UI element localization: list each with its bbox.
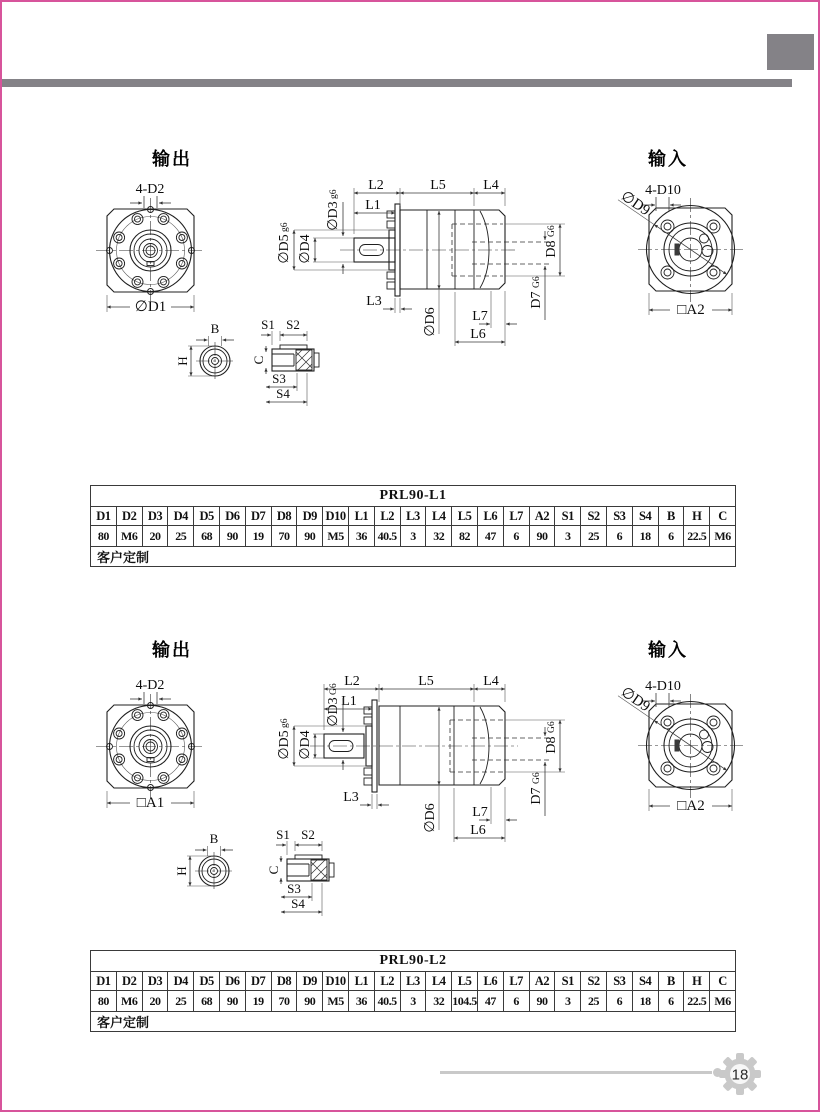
label-D8: D8 — [544, 240, 559, 258]
cell-value: M6 — [116, 526, 142, 547]
cell-value: M6 — [710, 526, 736, 547]
section1-drawing — [62, 172, 772, 432]
cell-value: 18 — [632, 526, 658, 547]
col-header: D7 — [245, 507, 271, 526]
label-L7: L7 — [472, 309, 488, 324]
label-A2: □A2 — [677, 302, 705, 318]
cell-value: 6 — [658, 991, 684, 1012]
label-D9: ∅D9 — [617, 684, 653, 716]
side-view — [277, 674, 565, 842]
col-header: L2 — [374, 507, 400, 526]
cell-value: 47 — [477, 526, 503, 547]
col-header: S2 — [581, 972, 607, 991]
col-header: D2 — [116, 972, 142, 991]
label-S2: S2 — [301, 827, 315, 842]
table-title: PRL90-L2 — [91, 951, 736, 972]
cell-value: 80 — [91, 526, 117, 547]
table-title: PRL90-L1 — [91, 486, 736, 507]
col-header: S3 — [606, 507, 632, 526]
label-D3: ∅D3 — [326, 201, 341, 231]
cell-value: 90 — [219, 991, 245, 1012]
col-header: S4 — [632, 972, 658, 991]
table-value-row — [91, 991, 736, 1012]
custom-row: 客户定制 — [91, 1012, 736, 1032]
cell-value: 90 — [529, 526, 555, 547]
col-header: L1 — [348, 507, 374, 526]
cell-value: M6 — [710, 991, 736, 1012]
col-header: S4 — [632, 507, 658, 526]
label-D5: ∅D5 — [277, 234, 292, 264]
col-header: L2 — [374, 972, 400, 991]
cell-value: 20 — [142, 991, 168, 1012]
label-C: C — [251, 355, 266, 365]
col-header: D10 — [323, 507, 349, 526]
cell-value: 3 — [555, 991, 581, 1012]
col-header: D8 — [271, 972, 297, 991]
shaft-end-detail — [174, 831, 233, 890]
label-D4: ∅D4 — [298, 234, 313, 264]
label-H: H — [175, 356, 190, 366]
label-D3-fit: g6 — [329, 189, 339, 199]
cell-value: 22.5 — [684, 526, 710, 547]
cell-value: 70 — [271, 991, 297, 1012]
label-4-D10: 4-D10 — [645, 679, 681, 694]
label-D6: ∅D6 — [423, 307, 438, 337]
shaft-end-detail — [175, 321, 234, 380]
label-S1: S1 — [261, 317, 275, 332]
spec-table-PRL90-L1 — [90, 485, 736, 567]
label-D8-fit: G6 — [547, 225, 557, 237]
label-L5: L5 — [430, 178, 446, 193]
cell-value: 25 — [168, 526, 194, 547]
cell-value: 25 — [581, 526, 607, 547]
col-header: D9 — [297, 507, 323, 526]
label-L5: L5 — [418, 674, 434, 689]
col-header: L7 — [503, 507, 529, 526]
label-L4: L4 — [483, 674, 499, 689]
cell-value: 6 — [606, 991, 632, 1012]
col-header: C — [710, 972, 736, 991]
custom-row: 客户定制 — [91, 547, 736, 567]
label-L1: L1 — [365, 198, 381, 213]
col-header: L3 — [400, 972, 426, 991]
col-header: D10 — [323, 972, 349, 991]
label-D6: ∅D6 — [423, 803, 438, 833]
page-number: 18 — [731, 1066, 749, 1084]
section2-output-title: 输出 — [152, 640, 192, 660]
label-A2: □A2 — [677, 798, 705, 814]
cell-value: 90 — [529, 991, 555, 1012]
cell-value: 25 — [168, 991, 194, 1012]
cell-value: 104.5 — [452, 991, 478, 1012]
cell-value: 6 — [658, 526, 684, 547]
label-flange-dim: □A1 — [136, 795, 165, 811]
cell-value: 3 — [400, 991, 426, 1012]
label-S3: S3 — [272, 371, 286, 386]
label-L7: L7 — [472, 805, 488, 820]
label-S4: S4 — [276, 386, 290, 401]
label-D7-fit: G6 — [532, 772, 542, 784]
col-header: D1 — [91, 507, 117, 526]
cell-value: 3 — [400, 526, 426, 547]
label-S3: S3 — [287, 881, 301, 896]
table-header-row — [91, 972, 736, 991]
col-header: D2 — [116, 507, 142, 526]
col-header: D3 — [142, 972, 168, 991]
col-header: D3 — [142, 507, 168, 526]
col-header: L6 — [477, 507, 503, 526]
table-value-row — [91, 526, 736, 547]
cell-value: 68 — [194, 991, 220, 1012]
cell-value: M5 — [323, 526, 349, 547]
col-header: D1 — [91, 972, 117, 991]
col-header: D6 — [219, 507, 245, 526]
label-D7-fit: G6 — [532, 276, 542, 288]
label-D5-fit: g6 — [280, 718, 290, 728]
col-header: S3 — [606, 972, 632, 991]
label-D8: D8 — [544, 736, 559, 754]
cell-value: 32 — [426, 991, 452, 1012]
cell-value: 20 — [142, 526, 168, 547]
cell-value: 40.5 — [374, 991, 400, 1012]
cell-value: 36 — [348, 991, 374, 1012]
col-header: L3 — [400, 507, 426, 526]
col-header: S1 — [555, 972, 581, 991]
cell-value: 6 — [606, 526, 632, 547]
label-D5-fit: g6 — [280, 222, 290, 232]
col-header: L5 — [452, 972, 478, 991]
section1-output-title: 输出 — [152, 149, 192, 169]
label-L6: L6 — [470, 823, 486, 838]
label-B: B — [210, 321, 220, 336]
label-B: B — [209, 831, 219, 846]
header-gray-square — [767, 34, 814, 70]
cell-value: 25 — [581, 991, 607, 1012]
col-header: L4 — [426, 972, 452, 991]
label-S2: S2 — [286, 317, 300, 332]
col-header: D4 — [168, 507, 194, 526]
label-C: C — [266, 865, 281, 875]
section2-input-title: 输入 — [648, 640, 688, 660]
header-gray-bar — [2, 79, 792, 87]
label-flange-dim: ∅D1 — [134, 299, 167, 315]
input-flange-view — [618, 679, 743, 814]
col-header: H — [684, 507, 710, 526]
col-header: D6 — [219, 972, 245, 991]
col-header: L4 — [426, 507, 452, 526]
cell-value: 80 — [91, 991, 117, 1012]
label-D7: D7 — [529, 291, 544, 309]
col-header: B — [658, 972, 684, 991]
label-D7: D7 — [529, 787, 544, 805]
label-L3: L3 — [343, 790, 359, 805]
label-4-D2: 4-D2 — [135, 182, 165, 197]
cell-value: 18 — [632, 991, 658, 1012]
col-header: D8 — [271, 507, 297, 526]
label-D5: ∅D5 — [277, 730, 292, 760]
col-header: D4 — [168, 972, 194, 991]
cell-value: 90 — [297, 526, 323, 547]
cell-value: M6 — [116, 991, 142, 1012]
label-L2: L2 — [344, 674, 360, 689]
key-section-detail — [266, 827, 334, 916]
side-view — [277, 178, 565, 346]
label-4-D10: 4-D10 — [645, 183, 681, 198]
label-L2: L2 — [368, 178, 384, 193]
output-flange-view — [96, 182, 205, 315]
spec-table-PRL90-L2 — [90, 950, 736, 1032]
label-H: H — [174, 866, 189, 876]
cell-value: 47 — [477, 991, 503, 1012]
cell-value: 82 — [452, 526, 478, 547]
label-D9: ∅D9 — [617, 188, 653, 220]
cell-value: 36 — [348, 526, 374, 547]
col-header: H — [684, 972, 710, 991]
col-header: A2 — [529, 507, 555, 526]
cell-value: 90 — [297, 991, 323, 1012]
label-S4: S4 — [291, 896, 305, 911]
label-4-D2: 4-D2 — [135, 678, 165, 693]
cell-value: 6 — [503, 526, 529, 547]
cell-value: 90 — [219, 526, 245, 547]
cell-value: 32 — [426, 526, 452, 547]
col-header: L7 — [503, 972, 529, 991]
page-number-gear-icon — [718, 1052, 762, 1096]
col-header: D5 — [194, 972, 220, 991]
col-header: C — [710, 507, 736, 526]
col-header: D9 — [297, 972, 323, 991]
label-D3-fit: G6 — [329, 683, 339, 695]
col-header: D5 — [194, 507, 220, 526]
section1-input-title: 输入 — [648, 149, 688, 169]
footer-line — [440, 1071, 712, 1074]
cell-value: M5 — [323, 991, 349, 1012]
label-D4: ∅D4 — [298, 730, 313, 760]
cell-value: 70 — [271, 526, 297, 547]
section2-drawing — [62, 662, 772, 922]
cell-value: 6 — [503, 991, 529, 1012]
input-flange-view — [618, 183, 743, 318]
output-flange-view — [96, 678, 205, 811]
cell-value: 40.5 — [374, 526, 400, 547]
label-L4: L4 — [483, 178, 499, 193]
key-section-detail — [251, 317, 319, 406]
cell-value: 19 — [245, 991, 271, 1012]
label-S1: S1 — [276, 827, 290, 842]
col-header: B — [658, 507, 684, 526]
col-header: D7 — [245, 972, 271, 991]
cell-value: 68 — [194, 526, 220, 547]
col-header: S2 — [581, 507, 607, 526]
col-header: L6 — [477, 972, 503, 991]
col-header: L5 — [452, 507, 478, 526]
label-L3: L3 — [366, 294, 382, 309]
label-D3: ∅D3 — [326, 697, 341, 727]
col-header: L1 — [348, 972, 374, 991]
label-D8-fit: G6 — [547, 721, 557, 733]
col-header: S1 — [555, 507, 581, 526]
cell-value: 22.5 — [684, 991, 710, 1012]
label-L6: L6 — [470, 327, 486, 342]
cell-value: 19 — [245, 526, 271, 547]
label-L1: L1 — [341, 694, 357, 709]
table-header-row — [91, 507, 736, 526]
cell-value: 3 — [555, 526, 581, 547]
col-header: A2 — [529, 972, 555, 991]
